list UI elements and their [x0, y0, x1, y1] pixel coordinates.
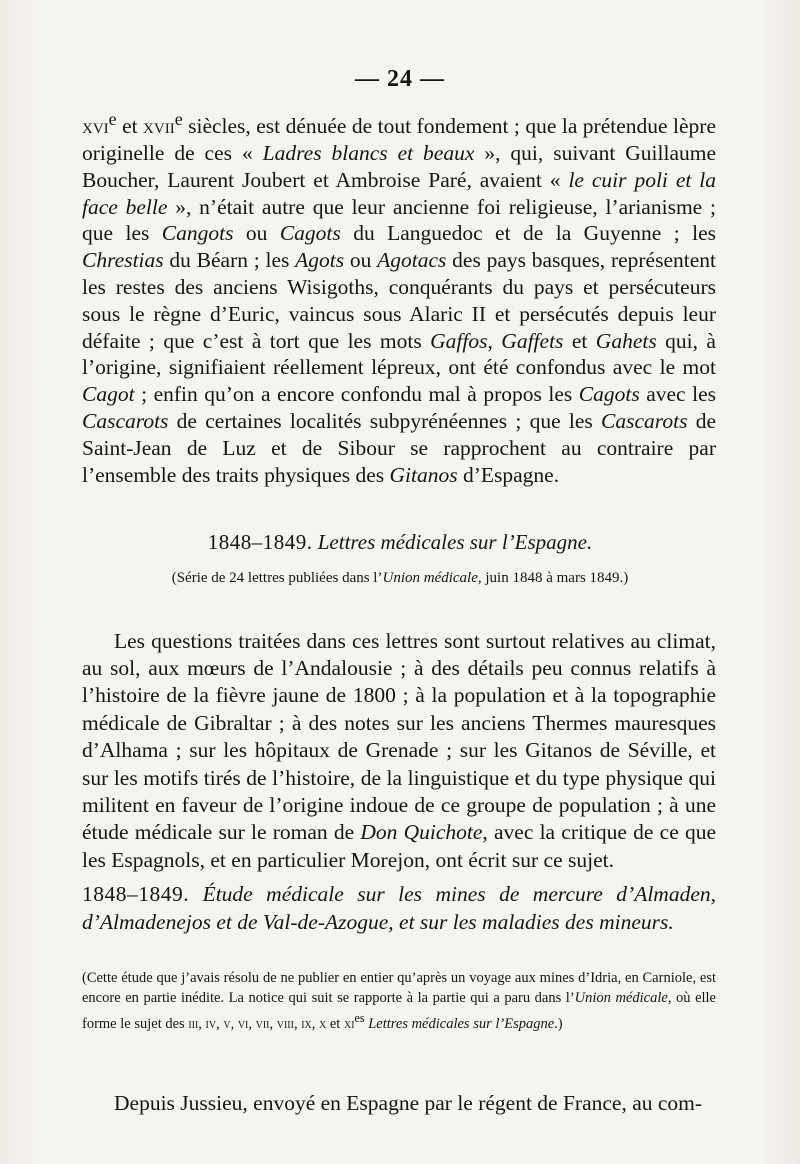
text-run: de certaines localités subpyrénéennes ; que les — [168, 408, 602, 433]
text-run: et — [116, 114, 144, 139]
italic-term: Ladres blancs et beaux — [262, 140, 475, 165]
italic-term: Don Quichote — [360, 820, 483, 845]
section-note — [82, 968, 716, 1034]
text-run: du Languedoc et de la Guyenne ; les — [340, 221, 716, 246]
text-run: , — [487, 328, 502, 353]
italic-term: Lettres médicales sur l’Espagne — [368, 1015, 555, 1032]
italic-term: Agotacs — [377, 248, 447, 273]
text-run: et — [563, 328, 596, 353]
italic-term: Cagots — [279, 221, 341, 246]
text-run: », n’était autre que leur ancienne foi religieuse, l’arianisme ; que les — [82, 194, 717, 246]
italic-term: Cagot — [82, 382, 135, 407]
text-run: siècles, est dénuée de tout fondement ; que la prétendue lèpre originelle de ces « — [82, 114, 716, 165]
text-run: avec les — [639, 382, 716, 407]
text-run: et — [326, 1015, 344, 1032]
italic-term: Cascarots — [82, 408, 169, 433]
italic-term: Chrestias — [82, 248, 164, 273]
text-run: des pays basques, représentent les restes des anciens Wisigoths, conquérants du pays et persécuteurs sous le règne d’Euric, vaincus sous Alaric II et persécutés depuis leur défaite ; que c’est à tort que les mots — [82, 248, 716, 353]
text-run: , avec la critique de ce que les Espagnols, et en particulier Morejon, ont écrit sur ce sujet. — [82, 820, 716, 872]
italic-term: Cangots — [161, 221, 234, 246]
text-run: xvii — [143, 114, 175, 139]
text-run: ou — [344, 248, 378, 273]
text-run: xvi — [82, 114, 109, 139]
italic-term: Gahets — [595, 328, 657, 353]
intro-paragraph — [82, 106, 716, 488]
text-run: du Béarn ; les — [163, 248, 296, 273]
section-heading-lettres-medicales — [0, 530, 800, 555]
section-note — [0, 570, 800, 587]
italic-term: Union médicale — [574, 990, 668, 1006]
superscript: e — [174, 109, 183, 129]
italic-term: Cascarots — [601, 408, 688, 433]
section-title: Étude médicale sur les mines de mercure d’Almaden, d’Almadenejos et de Val-de-Azogue, et sur les maladies des mineurs. — [82, 882, 717, 934]
text-run: d’Espagne. — [457, 462, 560, 487]
section-year: 1848–1849. — [82, 882, 190, 906]
section-body — [82, 606, 716, 896]
italic-term: Gitanos — [389, 462, 458, 487]
text-run: (Cette étude que j’avais résolu de ne publier en entier qu’après un voyage aux mines d’Idria, en Carniole, est encore en partie inédite. La notice qui suit se rapporte à la partie qui a paru dans l’ — [82, 970, 716, 1006]
section-title: Lettres médicales sur l’Espagne. — [317, 530, 593, 554]
italic-term: le cuir poli et la face belle — [82, 167, 716, 219]
superscript: es — [354, 1011, 365, 1025]
italic-term: Agots — [295, 248, 345, 273]
text-run: , juin 1848 à mars 1849.) — [477, 570, 629, 586]
text-run: de Saint-Jean de Luz et de Sibour se rapprochent au contraire par l’ensemble des traits physiques des — [82, 408, 717, 487]
text-run: xi — [343, 1015, 355, 1032]
closing-paragraph — [82, 1068, 716, 1138]
text-run: Depuis Jussieu, envoyé en Espagne par le régent de France, au com- — [114, 1090, 703, 1115]
text-run: ; enfin qu’on a encore confondu mal à propos les — [134, 382, 579, 407]
italic-term: Gaffos — [430, 328, 488, 353]
section-heading-mines-almaden — [82, 880, 716, 936]
superscript: e — [108, 109, 117, 129]
text-run: , où elle forme le sujet des — [82, 990, 716, 1032]
text-run: .) — [554, 1015, 563, 1032]
text-run: (Série de 24 lettres publiées dans l’ — [171, 570, 383, 586]
italic-term: Gaffets — [501, 328, 564, 353]
page-number: — 24 — — [355, 66, 445, 92]
italic-term: Cagots — [578, 382, 640, 407]
text-run: qui, à l’origine, signifiaient réellement lépreux, ont été confondus avec le mot — [82, 328, 716, 380]
text-run: iii, iv, v, vi, vii, viii, ix, x — [188, 1015, 327, 1032]
italic-term: Union médicale — [382, 570, 478, 586]
section-year: 1848–1849. — [207, 530, 313, 554]
text-run: Les questions traitées dans ces lettres sont surtout relatives au climat, au sol, aux mœurs de l’Andalousie ; à des détails peu connus relatifs à l’histoire de la fièvre jaune de 1800 ; à la population et à la topographie médicale de Gibraltar ; à des notes sur les anciens Thermes mauresques d’Alhama ; sur les hôpitaux de Grenade ; sur les Gitanos de Séville, et sur les motifs tirés de l’histoire, de la linguistique et du type physique qui militent en faveur de l’origine indoue de ce groupe de population ; à une étude médicale sur le roman de — [82, 628, 716, 845]
text-run: ou — [233, 221, 280, 246]
text-run: », qui, suivant Guillaume Boucher, Laurent Joubert et Ambroise Paré, avaient « — [82, 140, 717, 192]
